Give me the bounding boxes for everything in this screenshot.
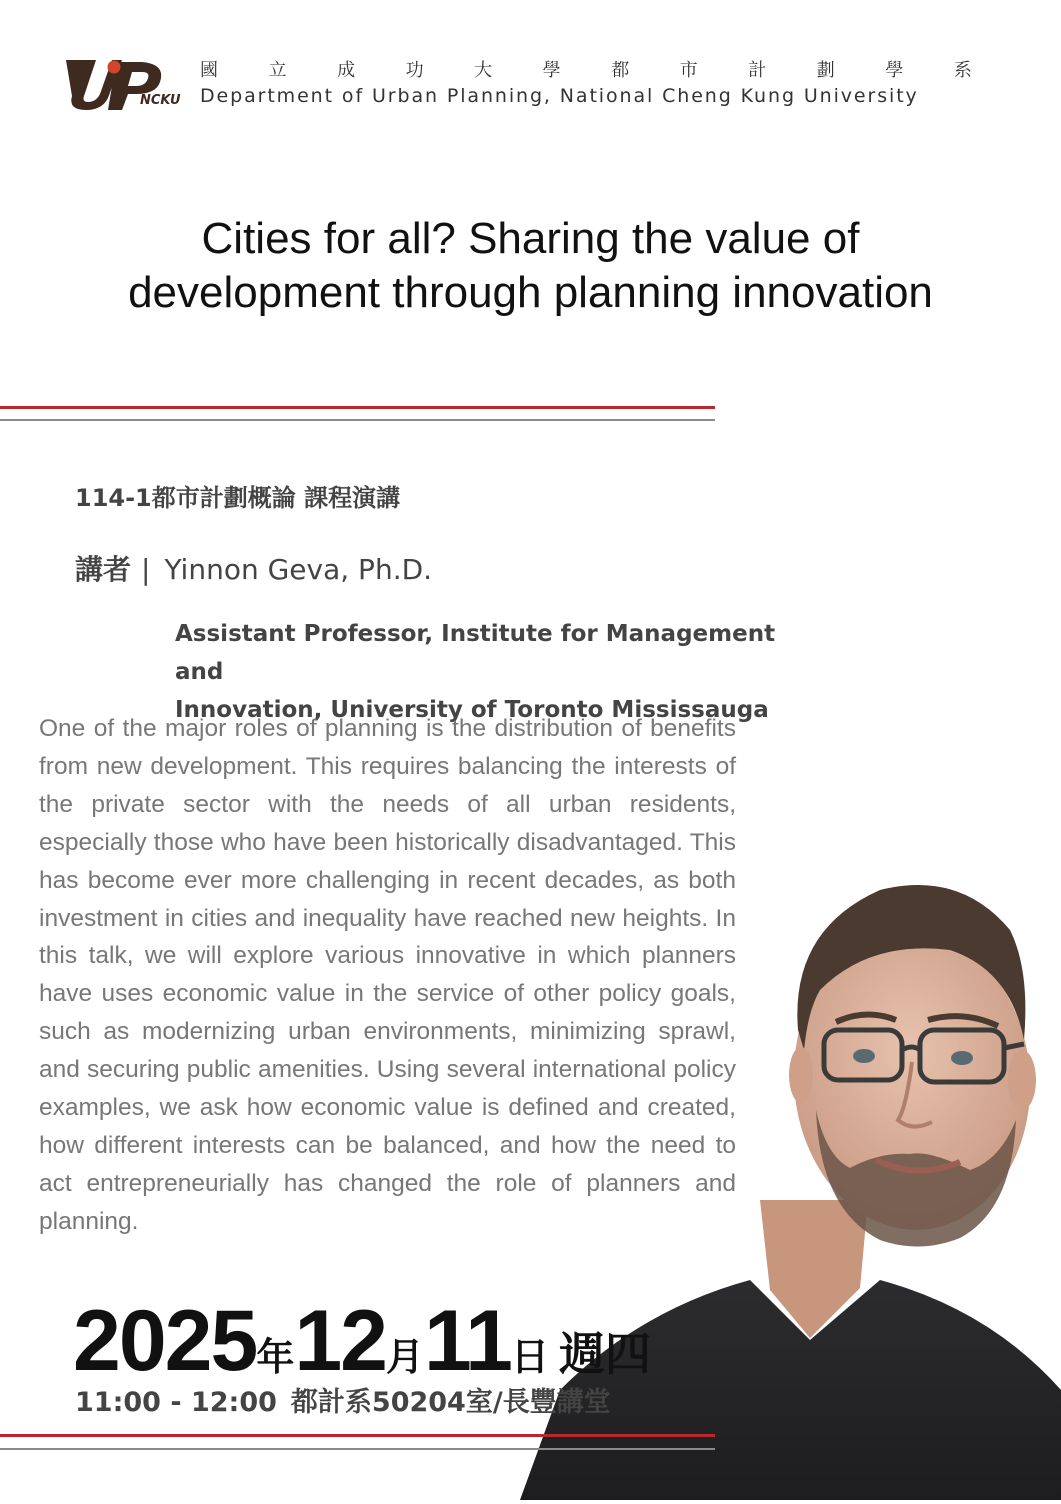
- event-title-line-1: Cities for all? Sharing the value of: [201, 214, 860, 263]
- date-year-unit: 年: [256, 1337, 295, 1379]
- dept-zh-char: 都: [611, 60, 630, 81]
- dept-zh-char: 學: [542, 60, 561, 81]
- date-day: 11: [424, 1293, 511, 1389]
- event-time-venue: [75, 1380, 611, 1419]
- event-title: [0, 212, 1061, 320]
- date-year: 2025: [73, 1293, 257, 1389]
- department-name-english: Department of Urban Planning, National Cheng Kung University: [200, 85, 919, 107]
- speaker-row: [75, 548, 432, 588]
- event-title-line-2: development through planning innovation: [128, 268, 933, 317]
- dept-zh-char: 成: [337, 60, 356, 81]
- date-month: 12: [294, 1293, 387, 1389]
- svg-text:NCKU: NCKU: [140, 93, 181, 108]
- speaker-label: 講者: [75, 553, 132, 586]
- affiliation-line-2: Innovation, University of Toronto Mississauga: [175, 697, 769, 723]
- speaker-name: Yinnon Geva, Ph.D.: [164, 553, 433, 586]
- department-logo: [62, 52, 186, 112]
- course-name: 114-1都市計劃概論 課程演講: [75, 484, 401, 512]
- date-month-unit: 月: [386, 1337, 425, 1379]
- date-day-unit: 日: [510, 1337, 549, 1379]
- dept-zh-char: 立: [268, 60, 287, 81]
- dept-zh-char: 劃: [816, 60, 835, 81]
- date-weekday: 週四: [558, 1328, 651, 1380]
- dept-zh-char: 國: [200, 60, 218, 81]
- talk-abstract: One of the major roles of planning is the distribution of benefits from new development. This requires balancing the interests of the private sector with the needs of all urban residents, especially those who have been historically disadvantaged. This has become ever more challenging in recent decades, as both investment in cities and inequality have reached new heights. In this talk, we will explore various innovative in which planners have uses economic value in the service of other policy goals, such as modernizing urban environments, minimizing sprawl, and securing public amenities. Using several international policy examples, we ask how economic value is defined and created, how different interests can be balanced, and how the need to act entrepreneurially has changed the role of planners and planning.: [39, 715, 736, 1235]
- dept-zh-char: 功: [405, 60, 424, 81]
- divider-gray-top: [0, 419, 715, 421]
- event-venue: 都計系50204室/長豐講堂: [290, 1387, 611, 1418]
- dept-zh-char: 大: [474, 60, 493, 81]
- logo-mark: [62, 52, 186, 112]
- dept-zh-char: 系: [953, 60, 972, 81]
- speaker-separator: |: [141, 553, 151, 586]
- divider-red-bottom: [0, 1434, 715, 1437]
- divider-red-top: [0, 406, 715, 409]
- dept-zh-char: 計: [748, 60, 767, 81]
- divider-gray-bottom: [0, 1448, 715, 1450]
- dept-zh-char: 學: [885, 60, 904, 81]
- dept-zh-char: 市: [679, 60, 698, 81]
- event-time: 11:00 - 12:00: [75, 1387, 277, 1418]
- department-name-chinese: [200, 60, 972, 82]
- affiliation-line-1: Assistant Professor, Institute for Management and: [175, 621, 776, 685]
- event-date: [73, 1292, 651, 1391]
